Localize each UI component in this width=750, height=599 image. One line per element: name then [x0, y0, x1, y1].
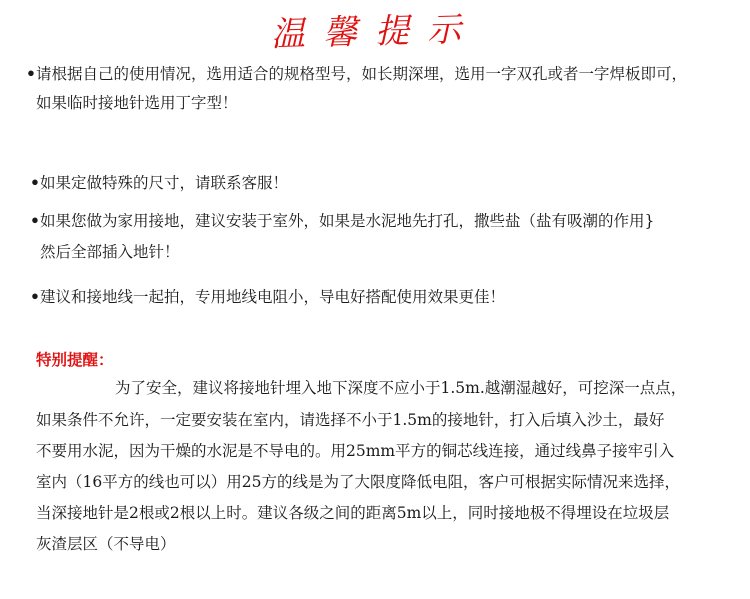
tip-1 — [26, 64, 687, 84]
bullet: • — [26, 64, 36, 83]
tip-2 — [30, 173, 288, 193]
special-line-5: 当深接地针是2根或2根以上时。建议各级之间的距离5m以上，同时接地极不得埋设在垃圾层 — [36, 504, 670, 522]
special-line-3: 不要用水泥，因为干燥的水泥是不导电的。用25mm平方的铜芯线连接，通过线鼻子接牢引入 — [36, 442, 675, 460]
special-line-4: 室内（16平方的线也可以）用25方的线是为了大限度降低电阻，客户可根据实际情况来选择， — [36, 473, 680, 491]
tip-1-line-2: 如果临时接地针选用丁字型！ — [36, 94, 238, 112]
tip-2-line-1: 如果定做特殊的尺寸，请联系客服！ — [40, 174, 289, 192]
tip-3-line-2: 然后全部插入地针！ — [40, 243, 180, 261]
special-line-6: 灰渣层区（不导电） — [36, 535, 176, 553]
special-line-1: 为了安全，建议将接地针埋入地下深度不应小于1.5m.越潮湿越好，可挖深一点点， — [115, 379, 687, 397]
bullet: • — [30, 287, 40, 306]
tip-3 — [30, 211, 654, 231]
tip-4-line-1: 建议和接地线一起拍，专用地线电阻小，导电好搭配使用效果更佳！ — [40, 288, 506, 306]
tip-3-line-1: 如果您做为家用接地，建议安装于室外，如果是水泥地先打孔，撒些盐（盐有吸潮的作用} — [40, 212, 655, 230]
tip-1-line-1: 请根据自己的使用情况，选用适合的规格型号，如长期深埋，选用一字双孔或者一字焊板即可， — [36, 65, 688, 83]
bullet: • — [30, 173, 40, 192]
special-line-2: 如果条件不允许，一定要安装在室内，请选择不小于1.5m的接地针，打入后填入沙土，最好 — [36, 411, 665, 429]
bullet: • — [30, 211, 40, 230]
tip-4 — [30, 287, 505, 307]
special-heading: 特别提醒： — [36, 350, 114, 369]
page-title: 温馨提示 — [270, 9, 480, 55]
